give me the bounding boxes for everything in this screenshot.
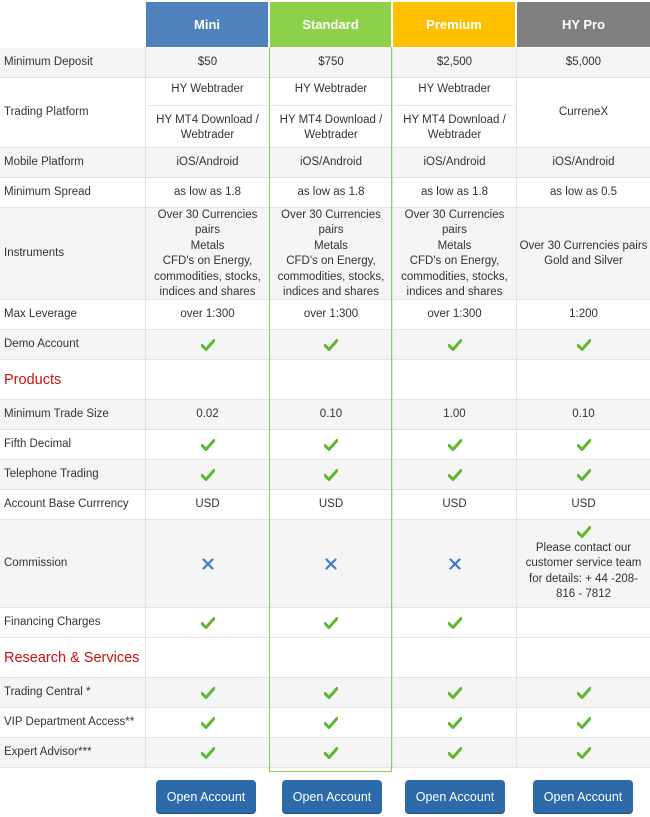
plan-name: Standard [302, 17, 359, 32]
check-icon [448, 339, 462, 351]
cell-hypro [517, 400, 650, 430]
platform-mt4: HY MT4 Download / Webtrader [279, 113, 383, 142]
cell-value: 1.00 [443, 408, 466, 421]
cell-value: as low as 1.8 [420, 186, 489, 199]
cell-premium [393, 608, 516, 638]
instrument-line: Metals [190, 239, 225, 252]
cell-value: iOS/Android [299, 156, 362, 169]
cell-value: iOS/Android [552, 156, 615, 169]
cell-mini [146, 708, 269, 738]
cell-value: $50 [197, 56, 218, 69]
instrument-line: indices and shares [283, 286, 379, 298]
cell-hypro [517, 330, 650, 360]
row-vip-access [0, 708, 650, 738]
row-trading-platform [0, 78, 650, 148]
cell-mini [146, 300, 269, 330]
plan-name: Premium [426, 17, 482, 32]
row-label: Account Base Currrency [4, 498, 129, 511]
cell-value: over 1:300 [427, 308, 482, 321]
cell-value: USD [195, 498, 220, 511]
cell-value: 0.10 [319, 408, 343, 421]
check-icon [324, 617, 338, 629]
cell-mini [146, 430, 269, 460]
cell-standard [270, 608, 392, 638]
cell-value: $750 [318, 56, 344, 69]
row-label: Trading Platform [4, 106, 89, 119]
cell-standard [270, 48, 392, 78]
row-label: VIP Department Access** [4, 716, 135, 729]
platform-options [272, 82, 390, 144]
cell-mini [146, 48, 269, 78]
cell-mini [146, 78, 269, 148]
open-account-button-standard[interactable]: Open Account [282, 780, 382, 813]
row-financing-charges [0, 608, 650, 638]
cell-value: iOS/Android [423, 156, 486, 169]
cell-premium [393, 300, 516, 330]
cell-mini [146, 460, 269, 490]
check-icon [201, 617, 215, 629]
row-trading-central [0, 678, 650, 708]
platform-divider [148, 105, 267, 106]
check-icon [201, 717, 215, 729]
platform-webtrader: HY Webtrader [294, 83, 368, 96]
instruments-list [520, 239, 648, 270]
instrument-line: indices and shares [159, 286, 256, 298]
check-icon [577, 526, 591, 538]
check-icon [577, 469, 591, 481]
cell-mini [146, 608, 269, 638]
row-telephone-trading [0, 460, 650, 490]
cell-mini [146, 400, 269, 430]
platform-options [395, 82, 514, 144]
cell-standard [270, 678, 392, 708]
check-icon [324, 339, 338, 351]
plan-header-mini [146, 2, 268, 47]
row-expert-advisor [0, 738, 650, 768]
cell-premium [393, 78, 516, 148]
cell-hypro [517, 460, 650, 490]
row-label: Demo Account [4, 338, 79, 351]
instrument-line: commodities, stocks, [154, 270, 261, 283]
open-account-button-premium[interactable]: Open Account [405, 780, 505, 813]
cell-premium [393, 400, 516, 430]
cell-value: over 1:300 [303, 308, 359, 321]
cell-value: $5,000 [565, 56, 602, 69]
row-label: Commission [4, 557, 68, 570]
row-max-leverage [0, 300, 650, 330]
instrument-line: CFD's on Energy, [162, 255, 253, 267]
cell-standard [270, 430, 392, 460]
check-icon [448, 469, 462, 481]
platform-options [148, 82, 267, 144]
cell-value: USD [442, 498, 467, 511]
check-icon [448, 687, 462, 699]
cell-standard [270, 708, 392, 738]
instrument-line: indices and shares [406, 286, 503, 298]
cross-icon [202, 558, 214, 570]
column-divider [516, 638, 517, 678]
column-divider [145, 360, 146, 400]
plan-header-premium [393, 2, 515, 47]
row-label: Expert Advisor*** [4, 746, 92, 759]
cell-standard [270, 148, 392, 178]
platform-webtrader: HY Webtrader [171, 83, 244, 96]
check-icon [577, 339, 591, 351]
cell-premium [393, 430, 516, 460]
cell-hypro [517, 520, 650, 608]
section-research [0, 638, 650, 678]
instrument-line: Metals [314, 239, 348, 252]
column-divider [269, 360, 270, 400]
row-label: Minimum Deposit [4, 56, 93, 69]
cell-hypro [517, 708, 650, 738]
row-label: Financing Charges [4, 616, 101, 629]
open-account-button-hypro[interactable]: Open Account [533, 780, 633, 813]
cell-premium [393, 148, 516, 178]
platform-currenex: CurreneX [558, 106, 609, 119]
cell-standard [270, 178, 392, 208]
cell-premium [393, 490, 516, 520]
cell-mini [146, 178, 269, 208]
row-min-deposit [0, 48, 650, 78]
row-label: Trading Central * [4, 686, 91, 699]
row-label: Instruments [4, 247, 65, 260]
row-commission [0, 520, 650, 608]
cell-premium [393, 208, 516, 300]
cell-mini [146, 738, 269, 768]
cell-hypro [517, 738, 650, 768]
instrument-line: Over 30 Currencies pairs [157, 208, 258, 236]
instrument-line: CFD's on Energy, [286, 255, 376, 267]
check-icon [324, 439, 338, 451]
cross-icon [449, 558, 461, 570]
instrument-line: commodities, stocks, [401, 270, 508, 283]
column-divider [269, 638, 270, 678]
row-label: Minimum Trade Size [4, 408, 109, 421]
cell-value: USD [571, 498, 596, 511]
row-min-spread [0, 178, 650, 208]
check-icon [201, 339, 215, 351]
check-icon [324, 687, 338, 699]
check-icon [201, 687, 215, 699]
instrument-line: Metals [437, 239, 472, 252]
cell-value: 1:200 [569, 308, 598, 321]
cell-mini [146, 490, 269, 520]
cell-hypro [517, 608, 650, 638]
platform-divider [272, 105, 390, 106]
cell-standard [270, 400, 392, 430]
cell-standard [270, 330, 392, 360]
check-icon [448, 439, 462, 451]
row-instruments [0, 208, 650, 300]
row-fifth-decimal [0, 430, 650, 460]
check-icon [201, 439, 215, 451]
cell-value: as low as 1.8 [173, 186, 242, 199]
commission-hypro [523, 526, 644, 603]
check-icon [577, 747, 591, 759]
column-divider [392, 638, 393, 678]
cell-hypro [517, 300, 650, 330]
cell-premium [393, 48, 516, 78]
instrument-line: CFD's on Energy, [409, 255, 500, 267]
platform-webtrader: HY Webtrader [418, 83, 491, 96]
cell-value: iOS/Android [176, 156, 239, 169]
cell-premium [393, 708, 516, 738]
cell-value: 0.10 [572, 408, 595, 421]
cell-premium [393, 460, 516, 490]
check-icon [324, 747, 338, 759]
cell-premium [393, 678, 516, 708]
row-label: Mobile Platform [4, 156, 84, 169]
check-icon [577, 687, 591, 699]
column-divider [392, 360, 393, 400]
row-label: Minimum Spread [4, 186, 91, 199]
cell-premium [393, 520, 516, 608]
instruments-list [270, 208, 392, 301]
instruments-list [393, 208, 516, 301]
column-divider [145, 638, 146, 678]
cell-value: 0.02 [196, 408, 219, 421]
platform-mt4: HY MT4 Download / Webtrader [403, 113, 506, 142]
section-products [0, 360, 650, 400]
section-title: Products [4, 372, 62, 389]
cell-premium [393, 178, 516, 208]
cell-hypro [517, 148, 650, 178]
cell-hypro [517, 678, 650, 708]
instrument-line: Over 30 Currencies pairs [519, 239, 648, 252]
check-icon [448, 617, 462, 629]
row-base-currency [0, 490, 650, 520]
cell-standard [270, 738, 392, 768]
cell-premium [393, 330, 516, 360]
row-demo-account [0, 330, 650, 360]
plan-header-standard [270, 2, 391, 47]
row-label: Telephone Trading [4, 468, 99, 481]
check-icon [577, 439, 591, 451]
check-icon [201, 747, 215, 759]
row-mobile-platform [0, 148, 650, 178]
check-icon [448, 747, 462, 759]
cell-hypro [517, 430, 650, 460]
platform-mt4: HY MT4 Download / Webtrader [156, 113, 259, 142]
check-icon [324, 469, 338, 481]
cell-hypro [517, 208, 650, 300]
check-icon [448, 717, 462, 729]
cell-standard [270, 208, 392, 300]
cell-hypro [517, 78, 650, 148]
cell-value: $2,500 [436, 56, 473, 69]
cell-mini [146, 208, 269, 300]
row-label: Max Leverage [4, 308, 77, 321]
plan-header-hypro [517, 2, 650, 47]
plan-name: HY Pro [561, 17, 606, 32]
commission-contact-note: Please contact our customer service team for details: + 44 -208-816 - 7812 [525, 541, 642, 600]
platform-divider [395, 105, 514, 106]
plan-name: Mini [194, 17, 220, 32]
cell-value: over 1:300 [180, 308, 235, 321]
section-title: Research & Services [4, 650, 140, 667]
cell-mini [146, 330, 269, 360]
cell-mini [146, 678, 269, 708]
open-account-button-mini[interactable]: Open Account [156, 780, 256, 813]
instruments-list [146, 208, 269, 301]
cell-mini [146, 148, 269, 178]
cell-hypro [517, 490, 650, 520]
cell-value: USD [318, 498, 344, 511]
row-min-trade-size [0, 400, 650, 430]
cell-standard [270, 460, 392, 490]
cell-standard [270, 78, 392, 148]
row-label: Fifth Decimal [4, 438, 72, 451]
cell-standard [270, 490, 392, 520]
cell-value: as low as 1.8 [297, 186, 365, 199]
check-icon [201, 469, 215, 481]
cell-premium [393, 738, 516, 768]
cell-hypro [517, 178, 650, 208]
instrument-line: commodities, stocks, [277, 270, 385, 283]
check-icon [324, 717, 338, 729]
check-icon [577, 717, 591, 729]
cell-mini [146, 520, 269, 608]
cell-value: as low as 0.5 [549, 186, 618, 199]
cell-hypro [517, 48, 650, 78]
cell-standard [270, 520, 392, 608]
column-divider [516, 360, 517, 400]
instrument-line: Over 30 Currencies pairs [281, 208, 381, 236]
cell-standard [270, 300, 392, 330]
instrument-line: Over 30 Currencies pairs [404, 208, 505, 236]
cross-icon [325, 558, 337, 570]
instrument-line: Gold and Silver [544, 255, 623, 267]
